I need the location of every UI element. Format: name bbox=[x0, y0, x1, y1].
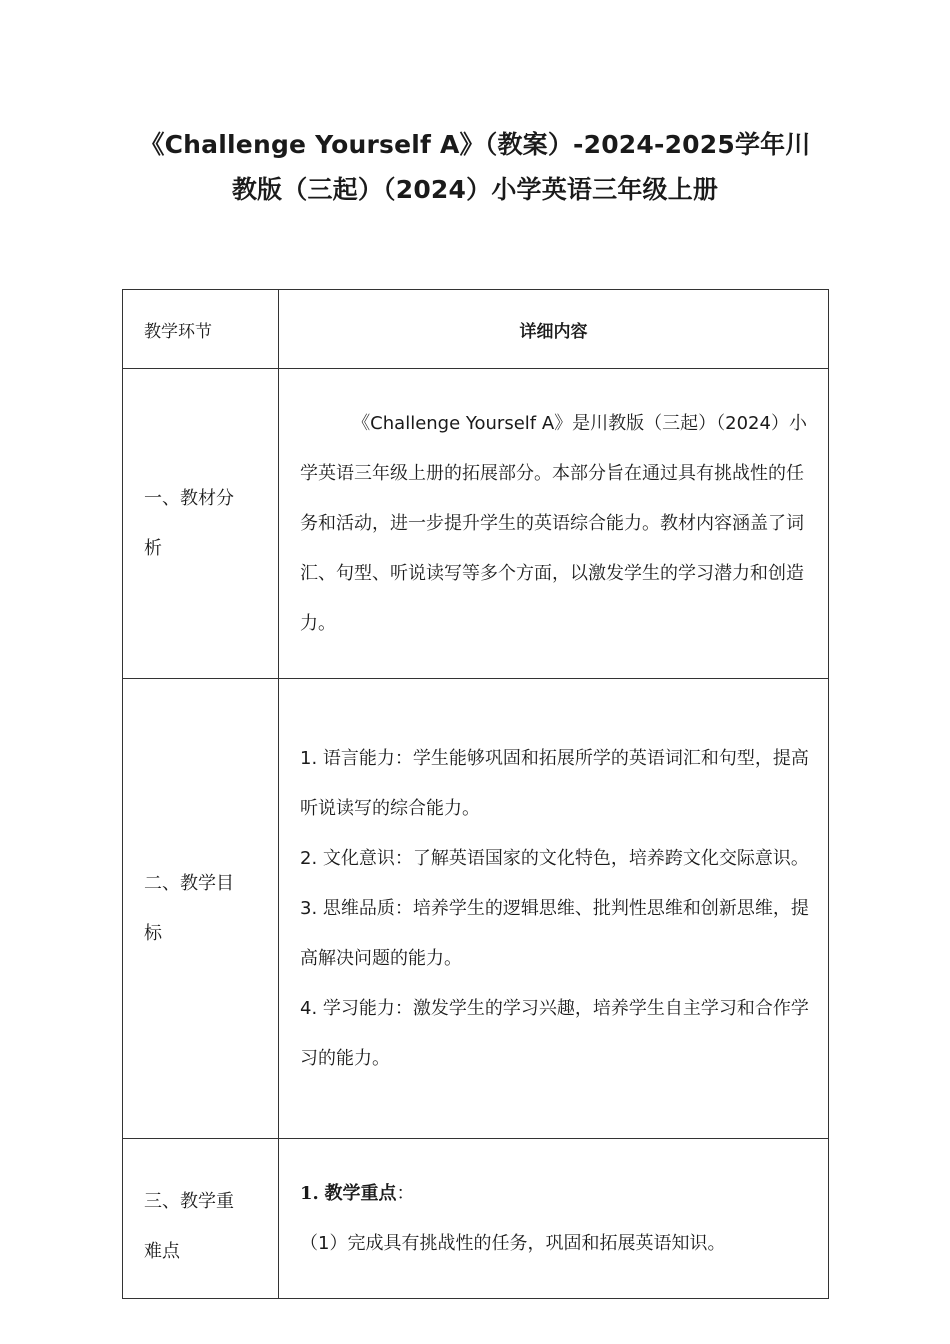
row-label-textbook-analysis: 一、教材分析 bbox=[123, 369, 279, 679]
title-line-1: 《Challenge Yourself A》（教案）-2024-2025学年川 bbox=[139, 130, 811, 159]
subheading-number: 1. bbox=[300, 1182, 319, 1204]
row-content-teaching-goals bbox=[279, 679, 829, 1139]
table-row bbox=[123, 1139, 829, 1299]
table-row bbox=[123, 679, 829, 1139]
row-content-key-difficult-points bbox=[279, 1139, 829, 1299]
goal-item: 3. 思维品质：培养学生的逻辑思维、批判性思维和创新思维，提高解决问题的能力。 bbox=[300, 897, 809, 969]
table-header-row bbox=[123, 290, 829, 369]
goal-item: 1. 语言能力：学生能够巩固和拓展所学的英语词汇和句型，提高听说读写的综合能力。 bbox=[300, 747, 809, 819]
subheading-colon: ： bbox=[396, 1182, 415, 1204]
table-row bbox=[123, 369, 829, 679]
subheading-text: 教学重点 bbox=[324, 1182, 397, 1204]
list-item: （1）完成具有挑战性的任务，巩固和拓展英语知识。 bbox=[300, 1232, 726, 1254]
subheading bbox=[300, 1169, 810, 1219]
header-detail-content: 详细内容 bbox=[279, 290, 829, 369]
lesson-plan-table bbox=[122, 289, 829, 1299]
row-label-teaching-goals: 二、教学目标 bbox=[123, 679, 279, 1139]
title-line-2: 教版（三起）（2024）小学英语三年级上册 bbox=[231, 175, 719, 204]
header-teaching-stage: 教学环节 bbox=[123, 290, 279, 369]
goal-item: 2. 文化意识：了解英语国家的文化特色，培养跨文化交际意识。 bbox=[300, 847, 809, 869]
document-title bbox=[120, 122, 830, 212]
row-label-key-difficult-points: 三、教学重难点 bbox=[123, 1139, 279, 1299]
paragraph: 《Challenge Yourself A》是川教版（三起）（2024）小学英语三年级上册的拓展部分。本部分旨在通过具有挑战性的任务和活动，进一步提升学生的英语综合能力。教材内容涵盖了词汇、句型、听说读写等多个方面，以激发学生的学习潜力和创造力。 bbox=[300, 412, 807, 634]
row-content-textbook-analysis bbox=[279, 369, 829, 679]
goal-item: 4. 学习能力：激发学生的学习兴趣，培养学生自主学习和合作学习的能力。 bbox=[300, 997, 809, 1069]
